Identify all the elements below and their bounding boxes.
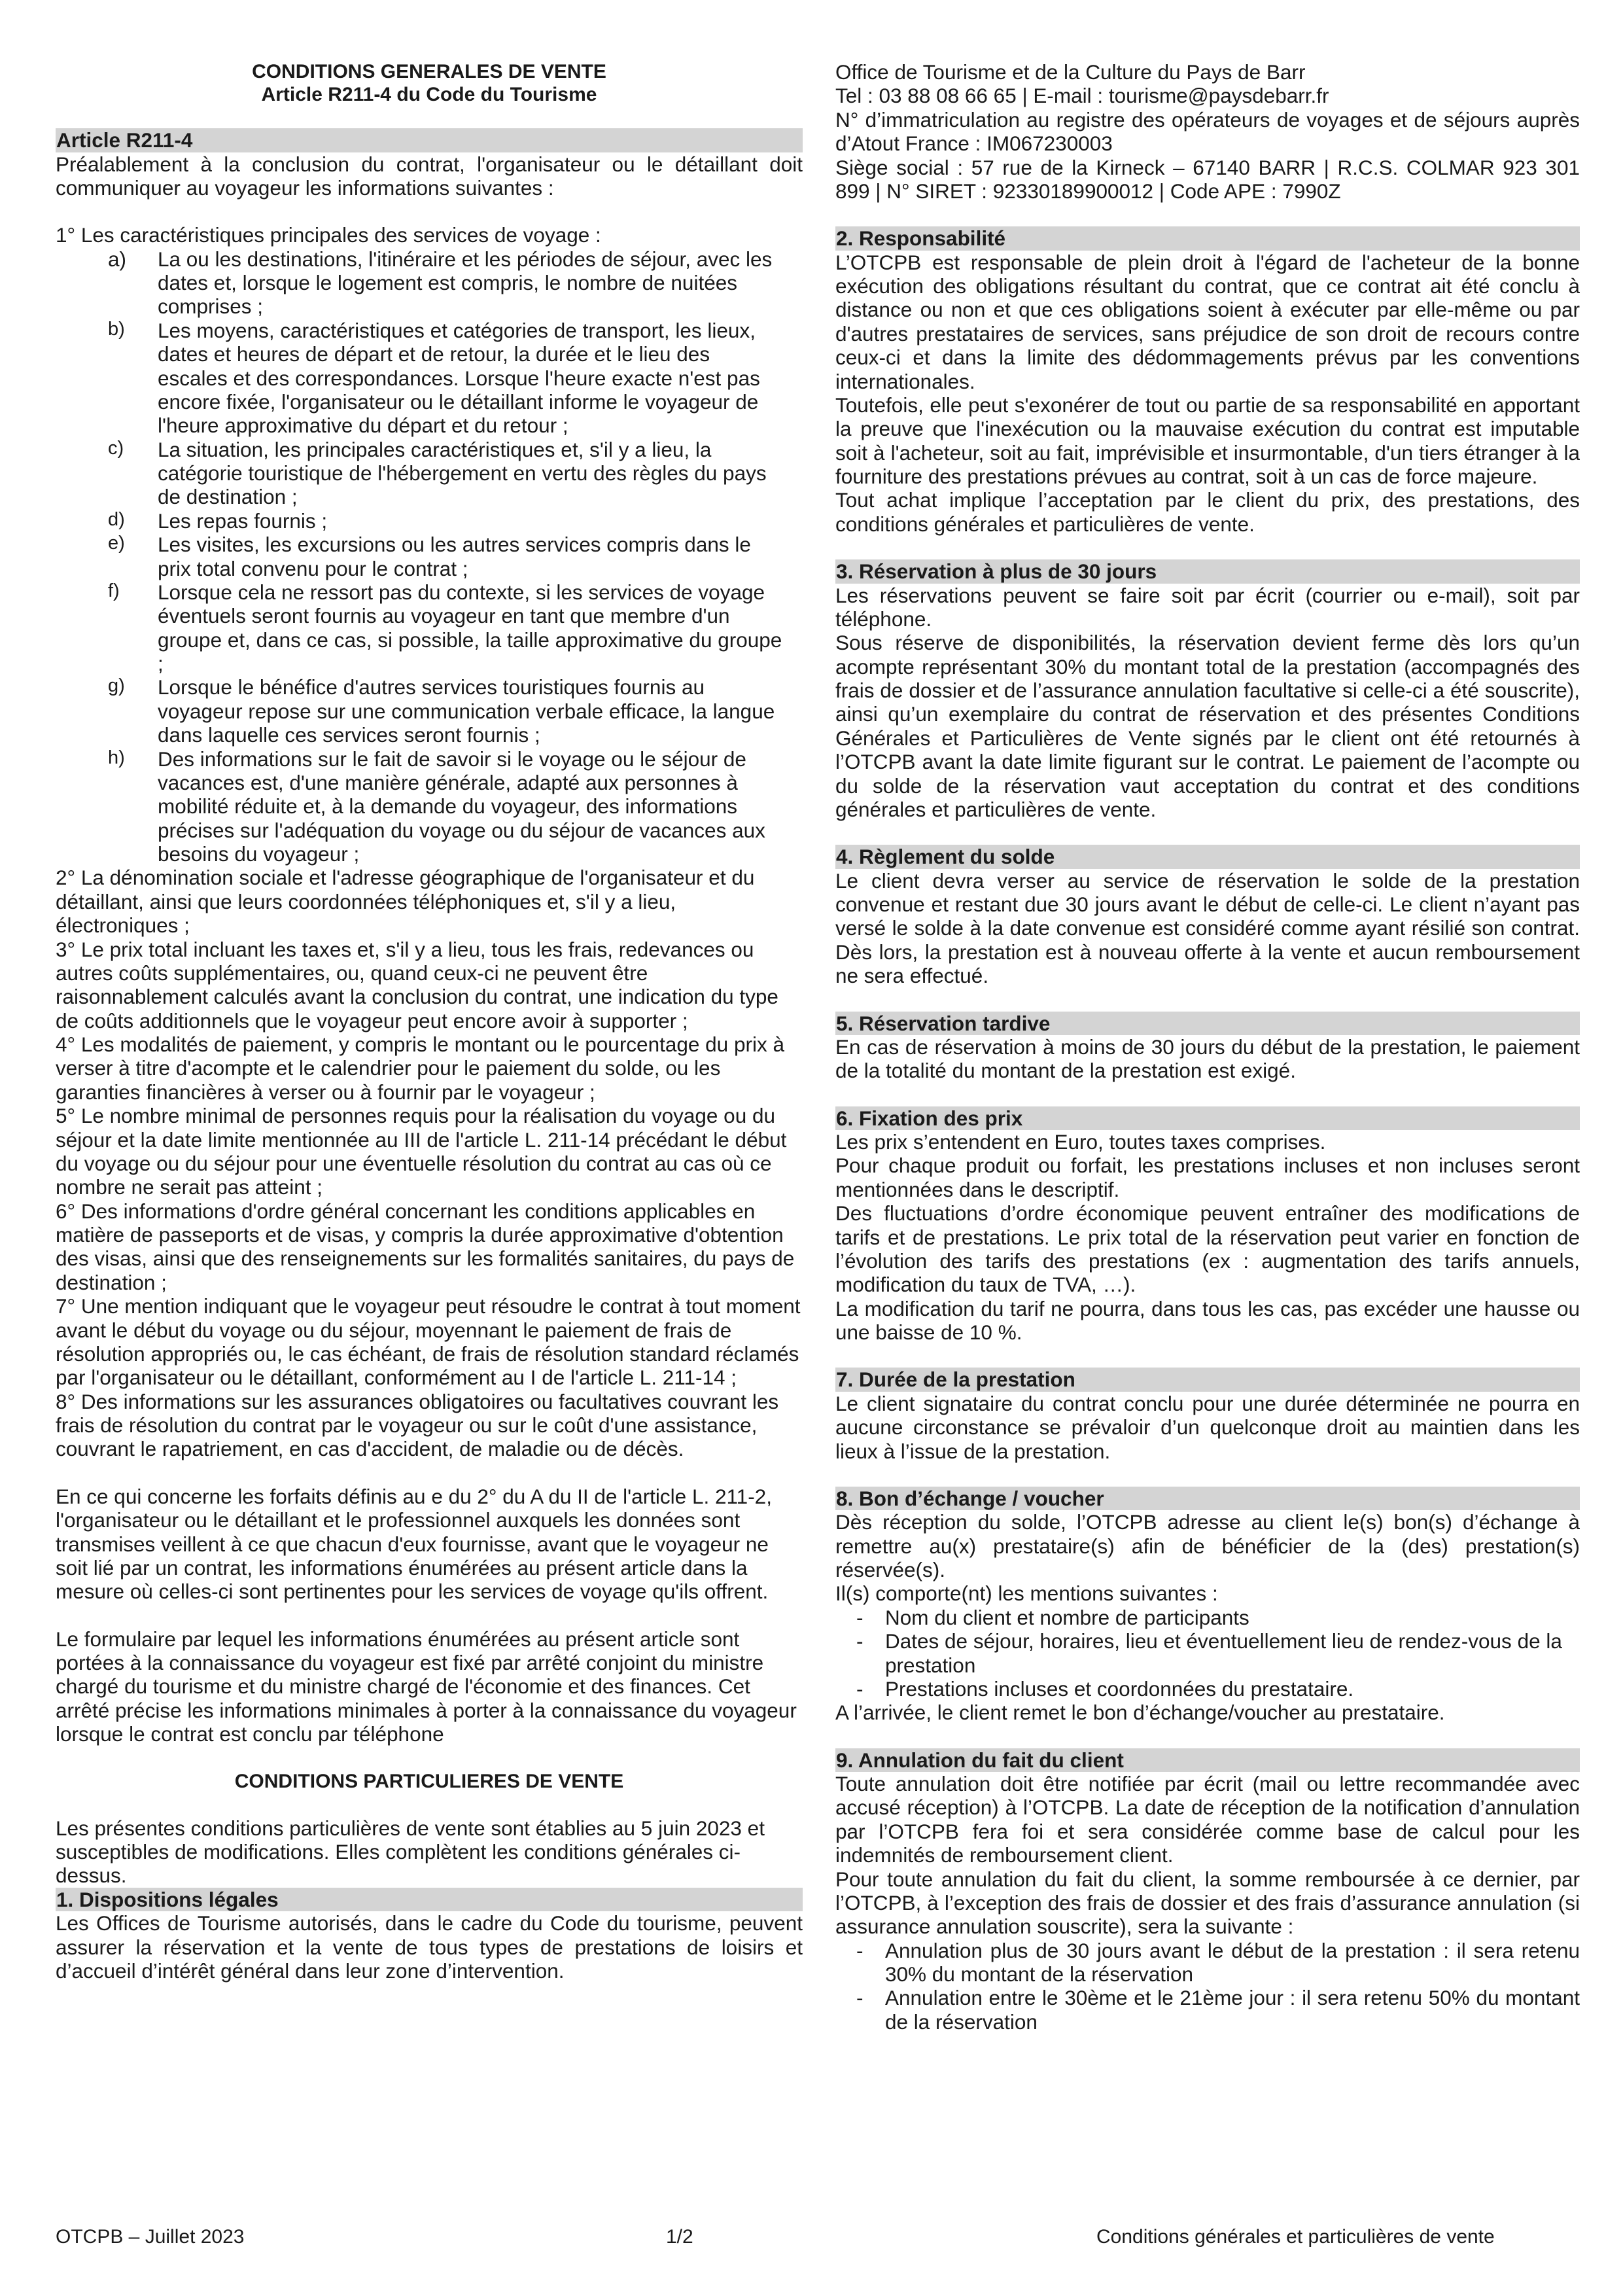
- list-marker: h): [108, 747, 125, 768]
- left-column: [56, 60, 803, 1983]
- section-2-para: Toutefois, elle peut s'exonérer de tout ou partie de sa responsabilité en apportant la preuve que l'inexécution ou la mauvaise exécution du contrat est imputable soit à l'acheteur, soit au fait, imprévisible et insurmontable, d'un tiers étranger à la fourniture des prestations prévues au contrat, soit à un cas de force majeure.: [835, 393, 1580, 488]
- paragraph-formulaire: Le formulaire par lequel les informations énumérées au présent article sont portées à la connaissance du voyageur est fixé par arrêté conjoint du ministre chargé du tourisme et du ministre chargé de l'économie et des finances. Cet arrêté précise les informations minimales à porter à la connaissance du voyageur lorsque le contrat est conclu par téléphone: [56, 1627, 797, 1746]
- footer-page-number: 1/2: [666, 2226, 693, 2248]
- section-6-heading: 6. Fixation des prix: [835, 1106, 1580, 1130]
- item-3: 3° Le prix total incluant les taxes et, s'il y a lieu, tous les frais, redevances ou autres coûts supplémentaires, ou, quand ceux-ci ne peuvent être raisonnablement calculés avant la conclusion du contrat, une indication du type de coûts additionnels que le voyageur peut encore avoir à supporter ;: [56, 937, 778, 1033]
- section-8-heading: 8. Bon d’échange / voucher: [835, 1487, 1580, 1510]
- list-item: [56, 247, 803, 319]
- list-item: [56, 747, 803, 866]
- section-9-heading: 9. Annulation du fait du client: [835, 1748, 1580, 1772]
- list-item: [56, 675, 803, 747]
- list-marker: d): [108, 508, 125, 530]
- section-8-para: Dès réception du solde, l’OTCPB adresse au client le(s) bon(s) d’échange à remettre au(x) prestataire(s) afin de bénéficier de la (des) prestation(s) réservée(s).: [835, 1510, 1580, 1581]
- article-heading: Article R211-4: [56, 128, 803, 152]
- section-7-heading: 7. Durée de la prestation: [835, 1368, 1580, 1391]
- item-5: 5° Le nombre minimal de personnes requis pour la réalisation du voyage ou du séjour et la date limite mentionnée au III de l'article L. 211-14 précédant le début du voyage ou du séjour pour une éventuelle résolution du contrat au cas où ce nombre ne serait pas atteint ;: [56, 1104, 787, 1199]
- voucher-mentions-list: [835, 1606, 1580, 1701]
- section-4-heading: 4. Règlement du solde: [835, 845, 1580, 868]
- list-item: - Dates de séjour, horaires, lieu et éventuellement lieu de rendez-vous de la prestation: [835, 1629, 1580, 1677]
- section-6-para: Les prix s’entendent en Euro, toutes taxes comprises.: [835, 1130, 1326, 1154]
- article-intro: Préalablement à la conclusion du contrat, l'organisateur ou le détaillant doit communiquer au voyageur les informations suivantes :: [56, 152, 803, 200]
- list-item: [56, 438, 803, 509]
- section-3-heading: 3. Réservation à plus de 30 jours: [835, 559, 1580, 583]
- list-item-text: Les moyens, caractéristiques et catégories de transport, les lieux, dates et heures de départ et de retour, la durée et le lieu des escales et des correspondances. Lorsque l'heure exacte n'est pas encore fixée, l'organisateur ou le détaillant informe le voyageur de l'heure approximative du départ et du retour ;: [158, 318, 760, 438]
- section-2-para: L’OTCPB est responsable de plein droit à l'égard de l'acheteur de la bonne exécution des obligations résultant du contrat, que ce contrat ait été conclu à distance ou non et que ces obligations soient à exécuter par elle-même ou par d'autres prestataires de services, sans préjudice de son droit de recours contre ceux-ci et dans la limite des dédommagements prévus par les conventions internationales.: [835, 250, 1580, 393]
- footer-right: Conditions générales et particulières de vente: [1096, 2226, 1495, 2248]
- office-registration: N° d’immatriculation au registre des opérateurs de voyages et de séjours auprès d’Atout France : IM067230003: [835, 107, 1580, 156]
- footer-left: OTCPB – Juillet 2023: [56, 2226, 245, 2248]
- list-marker: e): [108, 533, 125, 554]
- section-9-para: Pour toute annulation du fait du client, la somme remboursée à ce dernier, par l’OTCPB, à l’exception des frais de dossier et des frais d’assurance annulation (si assurance annulation souscrite), sera la suivante :: [835, 1867, 1580, 1939]
- list-item: [56, 509, 803, 533]
- section-3-para: Les réservations peuvent se faire soit par écrit (courrier ou e-mail), soit par téléphone.: [835, 583, 1580, 631]
- characteristics-list: [56, 247, 803, 866]
- section-1-text: Les Offices de Tourisme autorisés, dans le cadre du Code du tourisme, peuvent assurer la réservation et la vente de tous types de prestations de loisirs et d’accueil d’intérêt général dans leur zone d’intervention.: [56, 1911, 803, 1983]
- list-item-text: Des informations sur le fait de savoir si le voyage ou le séjour de vacances est, d'une manière générale, adapté aux personnes à mobilité réduite et, à la demande du voyageur, des informations précises sur l'adéquation du voyage ou du séjour de vacances aux besoins du voyageur ;: [158, 747, 765, 866]
- section-9-para: Toute annulation doit être notifiée par écrit (mail ou lettre recommandée avec accusé réception) à l’OTCPB. La date de réception de la notification d’annulation par l’OTCPB fera foi et sera considérée comme base de calcul pour les indemnités de remboursement client.: [835, 1772, 1580, 1867]
- item-1-heading: 1° Les caractéristiques principales des services de voyage :: [56, 223, 601, 247]
- list-item-text: Lorsque cela ne ressort pas du contexte, si les services de voyage éventuels seront fournis au voyageur en tant que membre d'un groupe et, dans ce cas, si possible, la taille approximative du groupe ;: [158, 580, 782, 676]
- section-8-para: A l’arrivée, le client remet le bon d’échange/voucher au prestataire.: [835, 1701, 1445, 1725]
- list-item: - Prestations incluses et coordonnées du prestataire.: [835, 1677, 1580, 1701]
- list-marker: c): [108, 437, 124, 459]
- item-4: 4° Les modalités de paiement, y compris le montant ou le pourcentage du prix à verser à titre d'acompte et le calendrier pour le paiement du solde, ou les garanties financières à verser ou à fournir par le voyageur ;: [56, 1033, 784, 1104]
- section-5-text: En cas de réservation à moins de 30 jours du début de la prestation, le paiement de la totalité du montant de la prestation est exigé.: [835, 1034, 1580, 1083]
- cpv-title: CONDITIONS PARTICULIERES DE VENTE: [234, 1770, 624, 1792]
- paragraph-forfaits: En ce qui concerne les forfaits définis au e du 2° du A du II de l'article L. 211-2, l'organisateur ou le détaillant et le professionnel auxquels les données sont transmises veillent à ce que chacun d'eux fournisse, avant que le voyageur ne soit lié par un contrat, les informations énumérées au présent article dans la mesure où celles-ci sont pertinentes pour les services de voyage qu'ils offrent.: [56, 1484, 772, 1604]
- list-item-text: La ou les destinations, l'itinéraire et les périodes de séjour, avec les dates et, lorsque le logement est compris, le nombre de nuitées comprises ;: [158, 247, 773, 319]
- list-item: [56, 533, 803, 580]
- list-marker: a): [108, 247, 127, 271]
- section-1-heading: 1. Dispositions légales: [56, 1888, 803, 1911]
- section-2-heading: 2. Responsabilité: [835, 226, 1580, 250]
- cancellation-list: [835, 1939, 1580, 2034]
- section-6-para: La modification du tarif ne pourra, dans tous les cas, pas excéder une hausse ou une baisse de 10 %.: [835, 1296, 1580, 1344]
- section-2-para: Tout achat implique l’acceptation par le client du prix, des prestations, des conditions générales et particulières de vente.: [835, 488, 1580, 536]
- paragraph-presentes: Les présentes conditions particulières de vente sont établies au 5 juin 2023 et susceptibles de modifications. Elles complètent les conditions générales ci-dessus.: [56, 1816, 765, 1888]
- section-6-para: Des fluctuations d’ordre économique peuvent entraîner des modifications de tarifs et de prestations. Le prix total de la réservation peut varier en fonction de l’évolution des tarifs des prestations (ex : augmentation des tarifs annuels, modification du taux de TVA, …).: [835, 1201, 1580, 1297]
- list-item: - Annulation plus de 30 jours avant le début de la prestation : il sera retenu 30% du montant de la réservation: [835, 1939, 1580, 1987]
- section-3-para: Sous réserve de disponibilités, la réservation devient ferme dès lors qu’un acompte représentant 30% du montant total de la prestation (accompagnés des frais de dossier et de l’assurance annulation facultative si celle-ci a été souscrite), ainsi qu’un exemplaire du contrat de réservation et des présentes Conditions Générales et Particulières de Vente signés par le client ont été retournés à l’OTCPB avant la date limite figurant sur le contrat. Le paiement de l’acompte ou du solde de la réservation vaut acceptation du contrat et des conditions générales et particulières de vente.: [835, 631, 1580, 821]
- list-item: - Annulation entre le 30ème et le 21ème jour : il sera retenu 50% du montant de la réservation: [835, 1986, 1580, 2034]
- list-marker: b): [108, 318, 125, 340]
- right-column: [835, 60, 1580, 2034]
- list-item-text: Les repas fournis ;: [158, 508, 328, 533]
- office-name: Office de Tourisme et de la Culture du Pays de Barr: [835, 60, 1306, 84]
- item-8: 8° Des informations sur les assurances obligatoires ou facultatives couvrant les frais de résolution du contrat par le voyageur ou sur le coût d'une assistance, couvrant le rapatriement, en cas d'accident, de maladie ou de décès.: [56, 1389, 779, 1461]
- item-2: 2° La dénomination sociale et l'adresse géographique de l'organisateur et du détaillant, ainsi que leurs coordonnées téléphoniques et, s'il y a lieu, électroniques ;: [56, 866, 755, 938]
- section-6-para: Pour chaque produit ou forfait, les prestations incluses et non incluses seront mentionnées dans le descriptif.: [835, 1154, 1580, 1201]
- list-item-text: Lorsque le bénéfice d'autres services touristiques fournis au voyageur repose sur une communication verbale efficace, la langue dans laquelle ces services seront fournis ;: [158, 675, 775, 747]
- list-item: [56, 319, 803, 438]
- section-8-para: Il(s) comporte(nt) les mentions suivantes :: [835, 1581, 1218, 1606]
- office-contact: Tel : 03 88 08 66 65 | E-mail : tourisme@paysdebarr.fr: [835, 84, 1329, 108]
- list-item: - Nom du client et nombre de participants: [835, 1606, 1580, 1629]
- item-6: 6° Des informations d'ordre général concernant les conditions applicables en matière de passeports et de visas, y compris la durée approximative d'obtention des visas, ainsi que des renseignements sur les formalités sanitaires, du pays de destination ;: [56, 1199, 795, 1294]
- list-item-text: La situation, les principales caractéristiques et, s'il y a lieu, la catégorie touristique de l'hébergement en vertu des règles du pays de destination ;: [158, 437, 767, 509]
- list-marker: g): [108, 675, 125, 697]
- list-item: [56, 580, 803, 676]
- list-marker: f): [108, 580, 120, 601]
- section-4-text: Le client devra verser au service de réservation le solde de la prestation convenue et restant due 30 jours avant le début de celle-ci. Le client n’ayant pas versé le solde à la date convenue est considéré comme ayant résilié son contrat. Dès lors, la prestation est à nouveau offerte à la vente et aucun remboursement ne sera effectué.: [835, 868, 1580, 988]
- section-5-heading: 5. Réservation tardive: [835, 1012, 1580, 1035]
- section-7-text: Le client signataire du contrat conclu pour une durée déterminée ne pourra en aucune circonstance se prévaloir d’un quelconque droit au maintien dans les lieux à l’issue de la prestation.: [835, 1391, 1580, 1463]
- office-siege: Siège social : 57 rue de la Kirneck – 67140 BARR | R.C.S. COLMAR 923 301 899 | N° SIRET : 92330189900012 | Code APE : 7990Z: [835, 155, 1580, 203]
- list-item-text: Les visites, les excursions ou les autres services compris dans le prix total convenu pour le contrat ;: [158, 533, 751, 580]
- cgv-subtitle: Article R211-4 du Code du Tourisme: [261, 84, 597, 106]
- item-7: 7° Une mention indiquant que le voyageur peut résoudre le contrat à tout moment avant le début du voyage ou du séjour, moyennant le paiement de frais de résolution appropriés ou, le cas échéant, de frais de résolution standard réclamés par l'organisateur ou le détaillant, conformément au I de l'article L. 211-14 ;: [56, 1294, 801, 1390]
- cgv-title: CONDITIONS GENERALES DE VENTE: [252, 61, 606, 82]
